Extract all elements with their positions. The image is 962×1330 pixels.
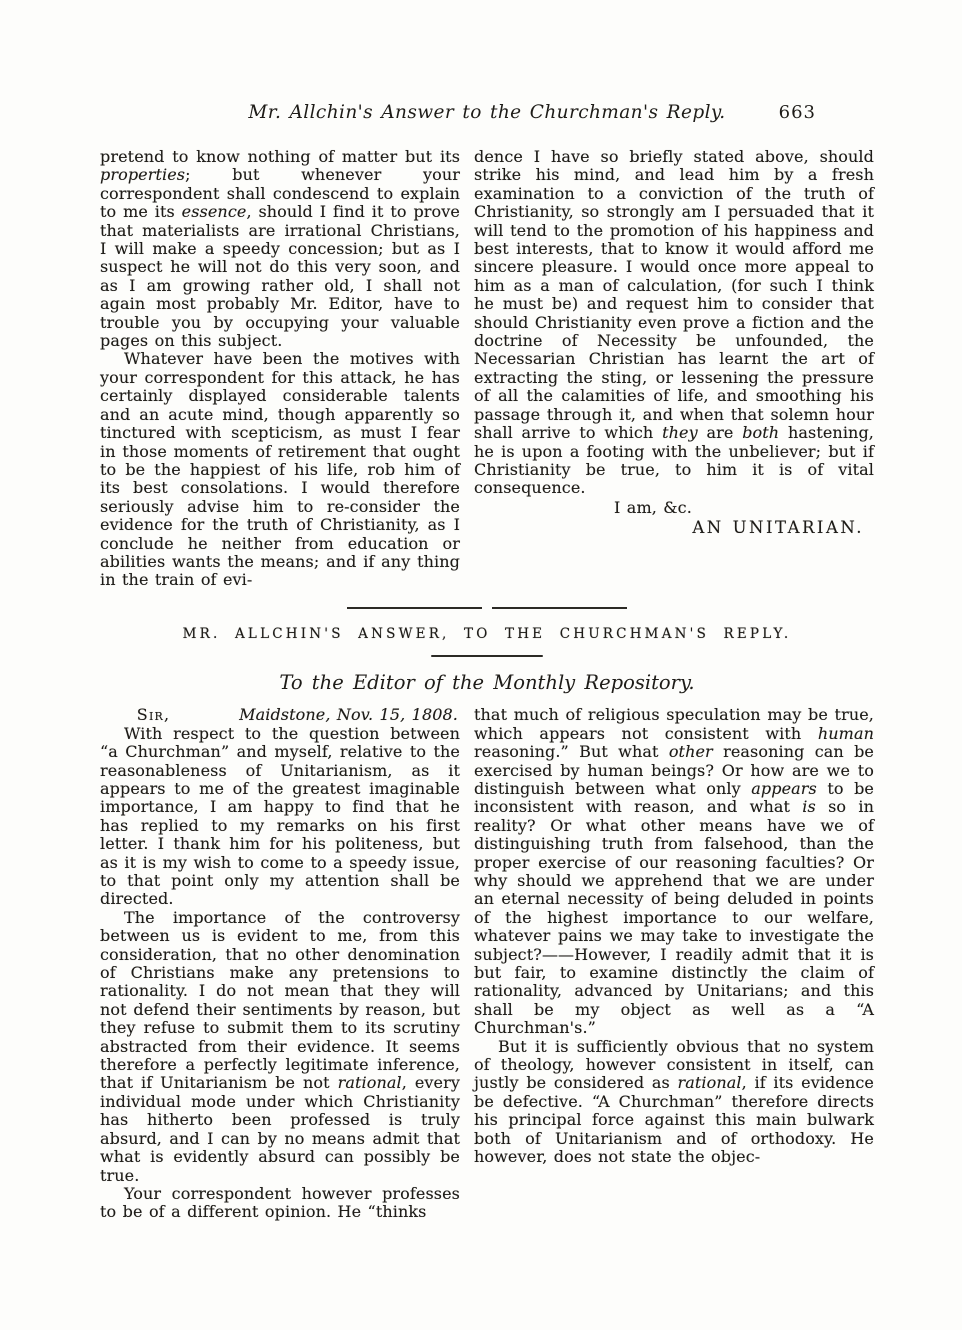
rule-segment [492, 607, 627, 609]
salutation: Sir, [136, 705, 171, 725]
article2-left-column [100, 706, 460, 1221]
paragraph: But it is sufficiently obvious that no system of theology, however consistent in itself, can justly be considered as rational, if its evidence be defective. “A Churchman” therefore directs his principal force against this main bulwark both of Unitarianism and of orthodoxy. He however, does not state the objec- [474, 1036, 874, 1167]
rule-segment [347, 607, 482, 609]
article2-columns [100, 706, 874, 1221]
paragraph: Your correspondent however professes to be of a different opinion. He “thinks [100, 1183, 460, 1222]
paragraph: that much of religious speculation may be true, which appears not consistent with human reasoning.” But what other reasoning can be exercised by human beings? Or how are we to distinguish between what only appears to be inconsistent with reason, and what is so in reality? Or what other means have we of distinguishing truth from falsehood, than the proper exercise of our reasoning faculties? Or why should we apprehend that we are under an eternal necessity of being deluded in points of the highest importance to our welfare, whatever pains we may take to investigate the subject?——However, I readily admit that it is but fair, to examine distinctly the claim of rationality, advanced by Unitarians; and this shall be my object as well as a “A Churchman's.” [474, 705, 874, 1038]
letter-closing: I am, &c. [614, 497, 692, 517]
text-block [100, 102, 874, 1222]
paragraph: The importance of the controversy between us is evident to me, from this consideration, that no other denomination of Christians make any pretensions to rationality. I do not mean that they will not defend their sentiments by reason, but they refuse to submit them to its scrutiny abstracted from their evidence. It seems therefore a perfectly legitimate inference, that if Unitarianism be not rational, every individual mode under which Christianity has hitherto been professed is truly absurd, and I can by no means admit that what is evidently absurd can possibly be true. [100, 907, 460, 1185]
paragraph: dence I have so briefly stated above, should strike his mind, and lead him by a fresh examination to a conviction of the truth of Christianity, so strongly am I persuaded that it will tend to the promotion of his happiness and best interests, that to know it would afford me sincere pleasure. I would once more appeal to him as a man of calculation, (for such I think he must be) and request him to consider that should Christianity even prove a fiction and the doctrine of Necessity be unfounded, the Necessarian Christian has learnt the art of extracting the sting, or lessening the pressure of all the calamities of life, and smoothing his passage through it, and when that solemn hour shall arrive to which they are both hastening, he is upon a footing with the unbeliever; but if Christianity be true, to him it is of vital consequence. [474, 147, 874, 498]
letter-subheading: To the Editor of the Monthly Repository. [279, 671, 695, 695]
paragraph: pretend to know nothing of matter but its properties; but whenever your correspondent shall condescend to explain to me its essence, should I find it to prove that materialists are irrational Christians, I will make a speedy concession; but as I suspect he will not do this very soon, and as I am growing rather old, I shall not again most probably Mr. Editor, have to trouble you by occupying your valuable pages on this subject. [100, 147, 460, 351]
article1-left-column [100, 148, 460, 590]
page-number: 663 [778, 102, 816, 123]
paragraph: With respect to the question between “a Churchman” and myself, relative to the reasonableness of Unitarianism, as it appears to me of the greatest imaginable importance, I am happy to find that he has replied to my remarks on his first letter. I thank him for his politeness, but as it is my wish to come to a speedy issue, to that point only my attention shall be directed. [100, 723, 460, 909]
paragraph: Whatever have been the motives with your correspondent for this attack, he has certainly displayed considerable talents and an acute mind, though apparently so tinctured with scepticism, as must I fear in those moments of retirement that ought to be the happiest of his life, rob him of its best consolations. I would therefore seriously advise him to re-consider the evidence for the truth of Christianity, as I conclude he neither from education or abilities wants the means; and if any thing in the train of evi- [100, 349, 460, 590]
salutation-line [100, 706, 460, 724]
section-divider [347, 607, 627, 609]
running-head-title: Mr. Allchin's Answer to the Churchman's Reply. [248, 102, 726, 123]
article1-columns [100, 148, 874, 590]
article-heading: MR. ALLCHIN'S ANSWER, TO THE CHURCHMAN'S REPLY. [182, 625, 792, 642]
letter-signature: AN UNITARIAN. [692, 518, 864, 538]
dateline: Maidstone, Nov. 15, 1808. [239, 705, 458, 725]
article1-right-column [474, 148, 874, 590]
heading-divider [431, 655, 543, 658]
article2-right-column [474, 706, 874, 1221]
running-head [100, 102, 874, 130]
